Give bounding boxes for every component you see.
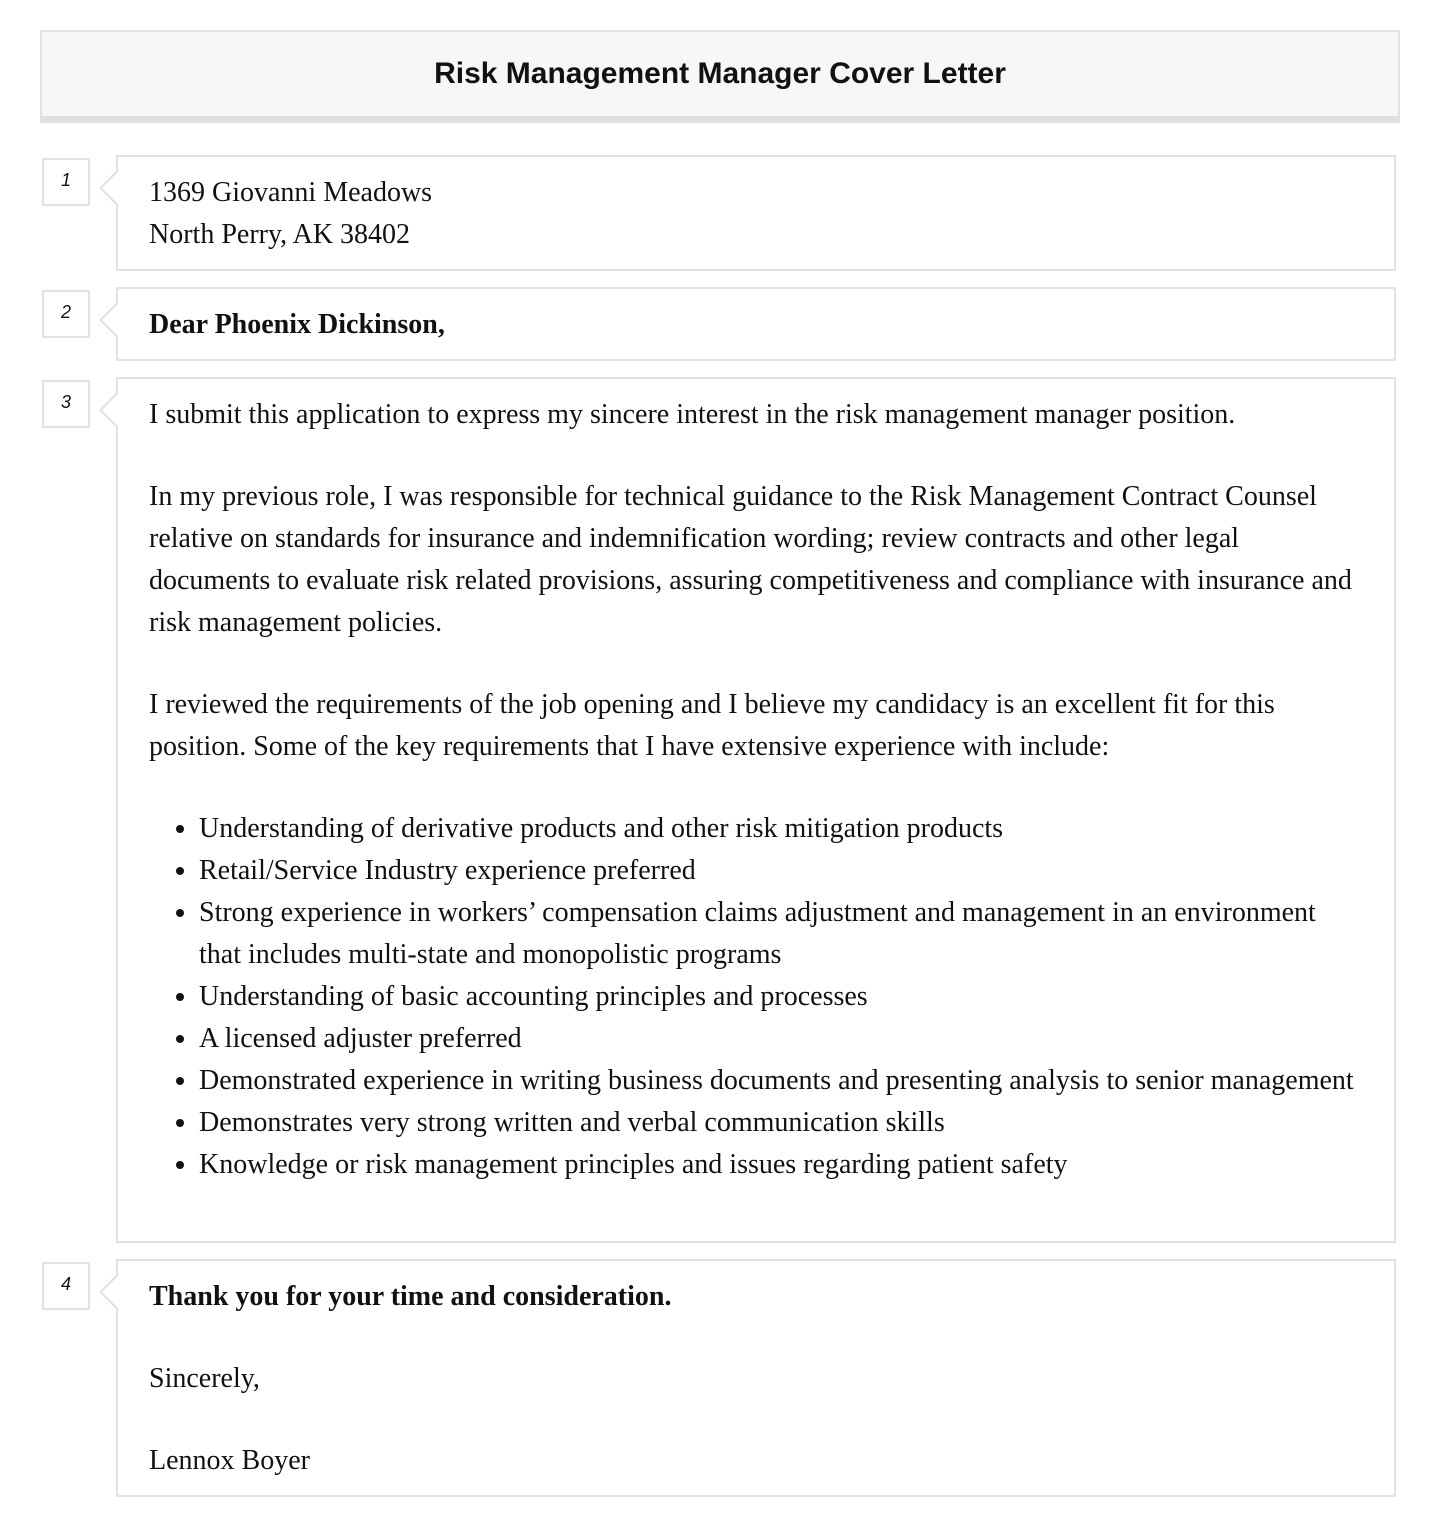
list-item: • Understanding of basic accounting principles and processes — [199, 976, 1364, 1018]
list-item: • A licensed adjuster preferred — [199, 1018, 1364, 1060]
closing-thanks: Thank you for your time and consideration. — [149, 1281, 672, 1312]
list-item: • Demonstrates very strong written and verbal communication skills — [199, 1102, 1364, 1144]
section-number-badge: 4 — [42, 1262, 90, 1310]
list-item: • Strong experience in workers’ compensation claims adjustment and management in an environment that includes multi-state and monopolistic programs — [199, 892, 1364, 976]
section-number-badge: 3 — [42, 380, 90, 428]
salutation: Dear Phoenix Dickinson, — [149, 309, 445, 340]
salutation-card — [116, 287, 1396, 361]
page-header — [40, 30, 1400, 116]
requirements-list — [149, 808, 1364, 1186]
experience-paragraph: In my previous role, I was responsible for technical guidance to the Risk Management Contract Counsel relative on standards for insurance and indemnification wording; review contracts and other legal documents to evaluate risk related provisions, assuring competitiveness and compliance with insurance and risk management policies. — [149, 481, 1352, 638]
sign-off: Sincerely, — [149, 1363, 260, 1394]
intro-paragraph: I submit this application to express my sincere interest in the risk management manager position. — [149, 399, 1236, 430]
requirements-intro-paragraph: I reviewed the requirements of the job opening and I believe my candidacy is an excellent fit for this position. Some of the key requirements that I have extensive experience with include: — [149, 689, 1275, 762]
address-card — [116, 155, 1396, 271]
body-card — [116, 377, 1396, 1243]
page-title: Risk Management Manager Cover Letter — [434, 57, 1006, 90]
signature-name: Lennox Boyer — [149, 1445, 310, 1476]
list-item: • Retail/Service Industry experience preferred — [199, 850, 1364, 892]
section-number-badge: 2 — [42, 290, 90, 338]
list-item: • Understanding of derivative products and other risk mitigation products — [199, 808, 1364, 850]
list-item: • Knowledge or risk management principles and issues regarding patient safety — [199, 1144, 1364, 1186]
closing-card — [116, 1259, 1396, 1497]
list-item: • Demonstrated experience in writing business documents and presenting analysis to senior management — [199, 1060, 1364, 1102]
address-line-2: North Perry, AK 38402 — [149, 219, 411, 250]
address-line-1: 1369 Giovanni Meadows — [149, 177, 433, 208]
section-number-badge: 1 — [42, 158, 90, 206]
